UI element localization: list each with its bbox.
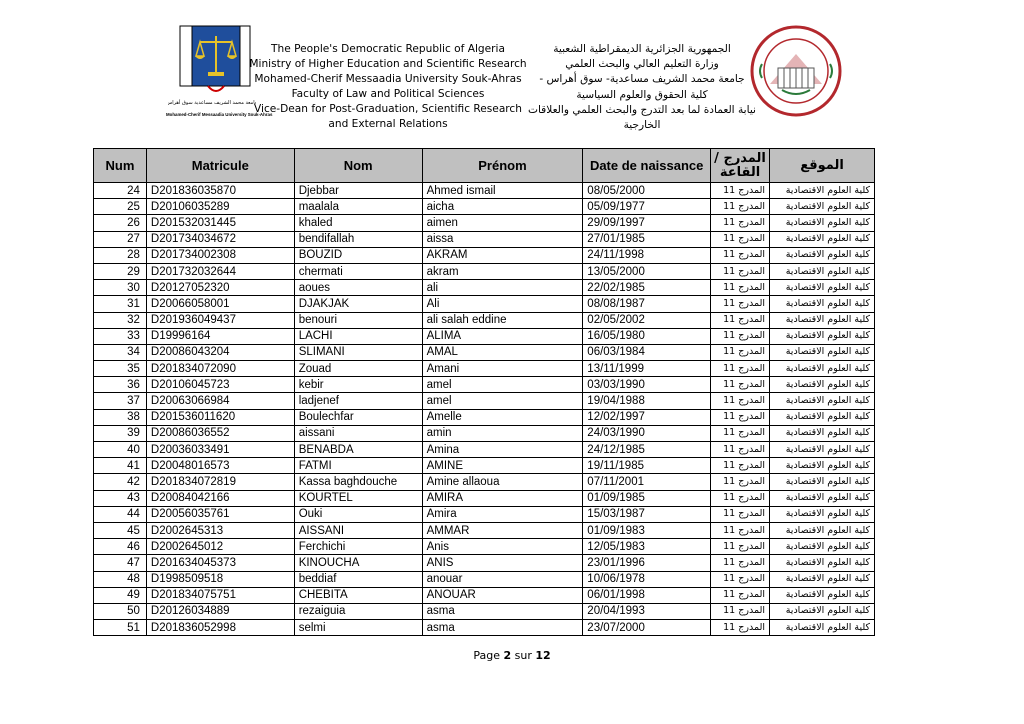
cell-location: كلية العلوم الاقتصادية bbox=[770, 555, 875, 571]
footer-prefix: Page bbox=[473, 649, 504, 662]
cell-num: 48 bbox=[94, 571, 147, 587]
cell-nom: DJAKJAK bbox=[294, 296, 422, 312]
cell-location: كلية العلوم الاقتصادية bbox=[770, 393, 875, 409]
cell-num: 32 bbox=[94, 312, 147, 328]
cell-location: كلية العلوم الاقتصادية bbox=[770, 603, 875, 619]
cell-num: 31 bbox=[94, 296, 147, 312]
cell-room: المدرج 11 bbox=[711, 280, 770, 296]
cell-num: 37 bbox=[94, 393, 147, 409]
cell-room: المدرج 11 bbox=[711, 199, 770, 215]
cell-num: 47 bbox=[94, 555, 147, 571]
cell-num: 43 bbox=[94, 490, 147, 506]
col-header-num: Num bbox=[94, 149, 147, 183]
cell-nom: BENABDA bbox=[294, 442, 422, 458]
cell-nom: beddiaf bbox=[294, 571, 422, 587]
cell-matricule: D201936049437 bbox=[146, 312, 294, 328]
cell-date: 19/04/1988 bbox=[583, 393, 711, 409]
cell-date: 03/03/1990 bbox=[583, 377, 711, 393]
cell-room: المدرج 11 bbox=[711, 587, 770, 603]
cell-room: المدرج 11 bbox=[711, 231, 770, 247]
cell-prenom: AKRAM bbox=[422, 247, 583, 263]
cell-num: 39 bbox=[94, 425, 147, 441]
cell-nom: Boulechfar bbox=[294, 409, 422, 425]
header-en-line: and External Relations bbox=[328, 118, 448, 130]
cell-location: كلية العلوم الاقتصادية bbox=[770, 247, 875, 263]
cell-matricule: D20084042166 bbox=[146, 490, 294, 506]
table-row bbox=[94, 425, 875, 441]
cell-nom: KOURTEL bbox=[294, 490, 422, 506]
logo-left-caption: Mohamed-Cherif Messaadia University Souk-Ahras bbox=[166, 112, 273, 117]
cell-matricule: D201734034672 bbox=[146, 231, 294, 247]
table-row bbox=[94, 280, 875, 296]
table-row bbox=[94, 555, 875, 571]
cell-num: 30 bbox=[94, 280, 147, 296]
footer-page-number: 2 bbox=[503, 649, 512, 662]
cell-location: كلية العلوم الاقتصادية bbox=[770, 458, 875, 474]
cell-location: كلية العلوم الاقتصادية bbox=[770, 215, 875, 231]
cell-location: كلية العلوم الاقتصادية bbox=[770, 442, 875, 458]
cell-room: المدرج 11 bbox=[711, 312, 770, 328]
cell-prenom: ANOUAR bbox=[422, 587, 583, 603]
cell-matricule: D20066058001 bbox=[146, 296, 294, 312]
cell-num: 44 bbox=[94, 506, 147, 522]
cell-nom: LACHI bbox=[294, 328, 422, 344]
cell-matricule: D20086036552 bbox=[146, 425, 294, 441]
cell-room: المدرج 11 bbox=[711, 328, 770, 344]
cell-room: المدرج 11 bbox=[711, 539, 770, 555]
cell-date: 05/09/1977 bbox=[583, 199, 711, 215]
table-row bbox=[94, 474, 875, 490]
table-row bbox=[94, 620, 875, 636]
cell-location: كلية العلوم الاقتصادية bbox=[770, 344, 875, 360]
page-footer bbox=[0, 649, 1024, 662]
svg-text:جامعة محمد الشريف مساعدية سوق: جامعة محمد الشريف مساعدية سوق أهراس bbox=[168, 100, 256, 106]
table-row bbox=[94, 506, 875, 522]
cell-prenom: anouar bbox=[422, 571, 583, 587]
cell-matricule: D2002645012 bbox=[146, 539, 294, 555]
cell-date: 22/02/1985 bbox=[583, 280, 711, 296]
cell-date: 12/05/1983 bbox=[583, 539, 711, 555]
cell-prenom: ali bbox=[422, 280, 583, 296]
col-header-date: Date de naissance bbox=[583, 149, 711, 183]
cell-nom: khaled bbox=[294, 215, 422, 231]
cell-room: المدرج 11 bbox=[711, 263, 770, 279]
footer-middle: sur bbox=[511, 649, 536, 662]
cell-matricule: D201834072819 bbox=[146, 474, 294, 490]
cell-prenom: Ali bbox=[422, 296, 583, 312]
cell-room: المدرج 11 bbox=[711, 425, 770, 441]
cell-prenom: Amelle bbox=[422, 409, 583, 425]
cell-matricule: D20106035289 bbox=[146, 199, 294, 215]
cell-nom: maalala bbox=[294, 199, 422, 215]
cell-prenom: ali salah eddine bbox=[422, 312, 583, 328]
cell-location: كلية العلوم الاقتصادية bbox=[770, 490, 875, 506]
cell-prenom: amel bbox=[422, 377, 583, 393]
cell-room: المدرج 11 bbox=[711, 458, 770, 474]
col-header-room: المدرج / القاعة bbox=[711, 149, 770, 183]
cell-matricule: D20048016573 bbox=[146, 458, 294, 474]
table-row bbox=[94, 409, 875, 425]
cell-location: كلية العلوم الاقتصادية bbox=[770, 263, 875, 279]
cell-date: 10/06/1978 bbox=[583, 571, 711, 587]
cell-nom: Ferchichi bbox=[294, 539, 422, 555]
cell-nom: CHEBITA bbox=[294, 587, 422, 603]
cell-date: 23/07/2000 bbox=[583, 620, 711, 636]
cell-date: 13/05/2000 bbox=[583, 263, 711, 279]
table-row bbox=[94, 458, 875, 474]
cell-date: 19/11/1985 bbox=[583, 458, 711, 474]
cell-matricule: D20036033491 bbox=[146, 442, 294, 458]
cell-matricule: D201734002308 bbox=[146, 247, 294, 263]
table-row bbox=[94, 263, 875, 279]
cell-room: المدرج 11 bbox=[711, 522, 770, 538]
cell-prenom: asma bbox=[422, 620, 583, 636]
cell-date: 01/09/1983 bbox=[583, 522, 711, 538]
cell-room: المدرج 11 bbox=[711, 490, 770, 506]
cell-prenom: Amine allaoua bbox=[422, 474, 583, 490]
cell-num: 49 bbox=[94, 587, 147, 603]
cell-date: 27/01/1985 bbox=[583, 231, 711, 247]
cell-room: المدرج 11 bbox=[711, 571, 770, 587]
cell-location: كلية العلوم الاقتصادية bbox=[770, 328, 875, 344]
table-row bbox=[94, 312, 875, 328]
university-logo bbox=[168, 20, 256, 116]
faculty-seal-logo bbox=[748, 24, 844, 118]
cell-prenom: AMINE bbox=[422, 458, 583, 474]
cell-num: 27 bbox=[94, 231, 147, 247]
cell-nom: AISSANI bbox=[294, 522, 422, 538]
header-en-line: Vice-Dean for Post-Graduation, Scientific Research bbox=[254, 103, 522, 115]
cell-num: 46 bbox=[94, 539, 147, 555]
cell-prenom: Amina bbox=[422, 442, 583, 458]
cell-room: المدرج 11 bbox=[711, 603, 770, 619]
cell-date: 29/09/1997 bbox=[583, 215, 711, 231]
cell-room: المدرج 11 bbox=[711, 344, 770, 360]
cell-date: 01/09/1985 bbox=[583, 490, 711, 506]
cell-matricule: D2002645313 bbox=[146, 522, 294, 538]
cell-room: المدرج 11 bbox=[711, 506, 770, 522]
cell-num: 28 bbox=[94, 247, 147, 263]
cell-room: المدرج 11 bbox=[711, 620, 770, 636]
cell-location: كلية العلوم الاقتصادية bbox=[770, 409, 875, 425]
cell-nom: Ouki bbox=[294, 506, 422, 522]
cell-location: كلية العلوم الاقتصادية bbox=[770, 312, 875, 328]
header-ar-line: الجمهورية الجزائرية الديمقراطية الشعبية bbox=[553, 43, 731, 55]
cell-matricule: D20086043204 bbox=[146, 344, 294, 360]
cell-location: كلية العلوم الاقتصادية bbox=[770, 361, 875, 377]
cell-matricule: D1998509518 bbox=[146, 571, 294, 587]
cell-nom: aoues bbox=[294, 280, 422, 296]
cell-nom: KINOUCHA bbox=[294, 555, 422, 571]
header-ar-line: كلية الحقوق والعلوم السياسية bbox=[576, 88, 708, 101]
cell-location: كلية العلوم الاقتصادية bbox=[770, 506, 875, 522]
table-row bbox=[94, 571, 875, 587]
cell-nom: Kassa baghdouche bbox=[294, 474, 422, 490]
cell-prenom: AMAL bbox=[422, 344, 583, 360]
table-row bbox=[94, 199, 875, 215]
cell-date: 23/01/1996 bbox=[583, 555, 711, 571]
cell-date: 24/03/1990 bbox=[583, 425, 711, 441]
table-row bbox=[94, 247, 875, 263]
cell-matricule: D201834075751 bbox=[146, 587, 294, 603]
cell-matricule: D20106045723 bbox=[146, 377, 294, 393]
cell-prenom: AMMAR bbox=[422, 522, 583, 538]
cell-num: 34 bbox=[94, 344, 147, 360]
cell-nom: FATMI bbox=[294, 458, 422, 474]
cell-prenom: Ahmed ismail bbox=[422, 183, 583, 199]
header-english bbox=[248, 42, 528, 132]
table-row bbox=[94, 587, 875, 603]
cell-prenom: Anis bbox=[422, 539, 583, 555]
table-row bbox=[94, 296, 875, 312]
header-ar-line: وزارة التعليم العالي والبحث العلمي bbox=[565, 58, 719, 71]
cell-date: 08/05/2000 bbox=[583, 183, 711, 199]
cell-num: 50 bbox=[94, 603, 147, 619]
students-table bbox=[93, 148, 875, 636]
cell-num: 33 bbox=[94, 328, 147, 344]
col-header-location: الموقع bbox=[770, 149, 875, 183]
header-en-line: Mohamed-Cherif Messaadia University Souk-Ahras bbox=[254, 73, 522, 85]
cell-date: 06/03/1984 bbox=[583, 344, 711, 360]
header-ar-line: نيابة العمادة لما بعد التدرج والبحث العلمي والعلاقات bbox=[527, 103, 756, 116]
cell-date: 15/03/1987 bbox=[583, 506, 711, 522]
footer-total-pages: 12 bbox=[535, 649, 551, 662]
cell-room: المدرج 11 bbox=[711, 409, 770, 425]
cell-room: المدرج 11 bbox=[711, 442, 770, 458]
table-row bbox=[94, 231, 875, 247]
cell-nom: benouri bbox=[294, 312, 422, 328]
cell-date: 24/11/1998 bbox=[583, 247, 711, 263]
cell-prenom: aissa bbox=[422, 231, 583, 247]
table-row bbox=[94, 442, 875, 458]
cell-room: المدرج 11 bbox=[711, 247, 770, 263]
cell-num: 42 bbox=[94, 474, 147, 490]
cell-num: 36 bbox=[94, 377, 147, 393]
cell-room: المدرج 11 bbox=[711, 474, 770, 490]
cell-nom: Zouad bbox=[294, 361, 422, 377]
cell-room: المدرج 11 bbox=[711, 215, 770, 231]
cell-prenom: Amira bbox=[422, 506, 583, 522]
cell-num: 40 bbox=[94, 442, 147, 458]
cell-matricule: D201836052998 bbox=[146, 620, 294, 636]
cell-nom: SLIMANI bbox=[294, 344, 422, 360]
cell-location: كلية العلوم الاقتصادية bbox=[770, 571, 875, 587]
cell-num: 38 bbox=[94, 409, 147, 425]
cell-prenom: ALIMA bbox=[422, 328, 583, 344]
cell-num: 45 bbox=[94, 522, 147, 538]
cell-room: المدرج 11 bbox=[711, 377, 770, 393]
cell-nom: bendifallah bbox=[294, 231, 422, 247]
cell-prenom: asma bbox=[422, 603, 583, 619]
cell-location: كلية العلوم الاقتصادية bbox=[770, 231, 875, 247]
cell-location: كلية العلوم الاقتصادية bbox=[770, 280, 875, 296]
cell-num: 25 bbox=[94, 199, 147, 215]
cell-nom: chermati bbox=[294, 263, 422, 279]
cell-location: كلية العلوم الاقتصادية bbox=[770, 296, 875, 312]
cell-nom: kebir bbox=[294, 377, 422, 393]
cell-nom: BOUZID bbox=[294, 247, 422, 263]
cell-prenom: amel bbox=[422, 393, 583, 409]
cell-num: 35 bbox=[94, 361, 147, 377]
col-header-nom: Nom bbox=[294, 149, 422, 183]
cell-date: 06/01/1998 bbox=[583, 587, 711, 603]
cell-num: 29 bbox=[94, 263, 147, 279]
table-header-row bbox=[94, 149, 875, 183]
header-ar-line: جامعة محمد الشريف مساعدية- سوق أهراس - bbox=[539, 73, 745, 86]
cell-room: المدرج 11 bbox=[711, 183, 770, 199]
cell-location: كلية العلوم الاقتصادية bbox=[770, 425, 875, 441]
table-row bbox=[94, 393, 875, 409]
table-row bbox=[94, 377, 875, 393]
cell-location: كلية العلوم الاقتصادية bbox=[770, 539, 875, 555]
cell-prenom: akram bbox=[422, 263, 583, 279]
table-row bbox=[94, 361, 875, 377]
cell-num: 41 bbox=[94, 458, 147, 474]
cell-prenom: amin bbox=[422, 425, 583, 441]
col-header-matricule: Matricule bbox=[146, 149, 294, 183]
cell-room: المدرج 11 bbox=[711, 296, 770, 312]
cell-matricule: D20056035761 bbox=[146, 506, 294, 522]
cell-num: 24 bbox=[94, 183, 147, 199]
cell-location: كلية العلوم الاقتصادية bbox=[770, 199, 875, 215]
cell-date: 08/08/1987 bbox=[583, 296, 711, 312]
cell-matricule: D201634045373 bbox=[146, 555, 294, 571]
cell-matricule: D201732032644 bbox=[146, 263, 294, 279]
header-arabic bbox=[520, 42, 764, 133]
cell-date: 12/02/1997 bbox=[583, 409, 711, 425]
cell-num: 26 bbox=[94, 215, 147, 231]
cell-date: 24/12/1985 bbox=[583, 442, 711, 458]
cell-location: كلية العلوم الاقتصادية bbox=[770, 183, 875, 199]
cell-prenom: Amani bbox=[422, 361, 583, 377]
cell-matricule: D201536011620 bbox=[146, 409, 294, 425]
header-en-line: Ministry of Higher Education and Scientific Research bbox=[249, 58, 527, 70]
table-row bbox=[94, 328, 875, 344]
table-row bbox=[94, 490, 875, 506]
cell-date: 13/11/1999 bbox=[583, 361, 711, 377]
cell-prenom: ANIS bbox=[422, 555, 583, 571]
table-row bbox=[94, 522, 875, 538]
cell-prenom: aicha bbox=[422, 199, 583, 215]
cell-room: المدرج 11 bbox=[711, 393, 770, 409]
cell-matricule: D201836035870 bbox=[146, 183, 294, 199]
cell-prenom: AMIRA bbox=[422, 490, 583, 506]
header-en-line: The People's Democratic Republic of Algeria bbox=[271, 43, 505, 55]
table-row bbox=[94, 344, 875, 360]
table-row bbox=[94, 215, 875, 231]
cell-location: كلية العلوم الاقتصادية bbox=[770, 522, 875, 538]
col-header-prenom: Prénom bbox=[422, 149, 583, 183]
header-en-line: Faculty of Law and Political Sciences bbox=[291, 88, 485, 100]
cell-nom: aissani bbox=[294, 425, 422, 441]
cell-matricule: D20126034889 bbox=[146, 603, 294, 619]
cell-room: المدرج 11 bbox=[711, 555, 770, 571]
cell-room: المدرج 11 bbox=[711, 361, 770, 377]
header-ar-line: الخارجية bbox=[623, 119, 661, 132]
table-row bbox=[94, 183, 875, 199]
cell-location: كلية العلوم الاقتصادية bbox=[770, 620, 875, 636]
table-body bbox=[94, 183, 875, 636]
cell-matricule: D19996164 bbox=[146, 328, 294, 344]
cell-matricule: D201834072090 bbox=[146, 361, 294, 377]
cell-matricule: D20127052320 bbox=[146, 280, 294, 296]
cell-location: كلية العلوم الاقتصادية bbox=[770, 587, 875, 603]
cell-nom: selmi bbox=[294, 620, 422, 636]
cell-location: كلية العلوم الاقتصادية bbox=[770, 377, 875, 393]
cell-nom: Djebbar bbox=[294, 183, 422, 199]
cell-num: 51 bbox=[94, 620, 147, 636]
cell-matricule: D20063066984 bbox=[146, 393, 294, 409]
cell-nom: ladjenef bbox=[294, 393, 422, 409]
cell-prenom: aimen bbox=[422, 215, 583, 231]
cell-matricule: D201532031445 bbox=[146, 215, 294, 231]
cell-date: 20/04/1993 bbox=[583, 603, 711, 619]
cell-location: كلية العلوم الاقتصادية bbox=[770, 474, 875, 490]
table-row bbox=[94, 539, 875, 555]
cell-date: 07/11/2001 bbox=[583, 474, 711, 490]
cell-date: 02/05/2002 bbox=[583, 312, 711, 328]
cell-nom: rezaiguia bbox=[294, 603, 422, 619]
table-row bbox=[94, 603, 875, 619]
cell-date: 16/05/1980 bbox=[583, 328, 711, 344]
